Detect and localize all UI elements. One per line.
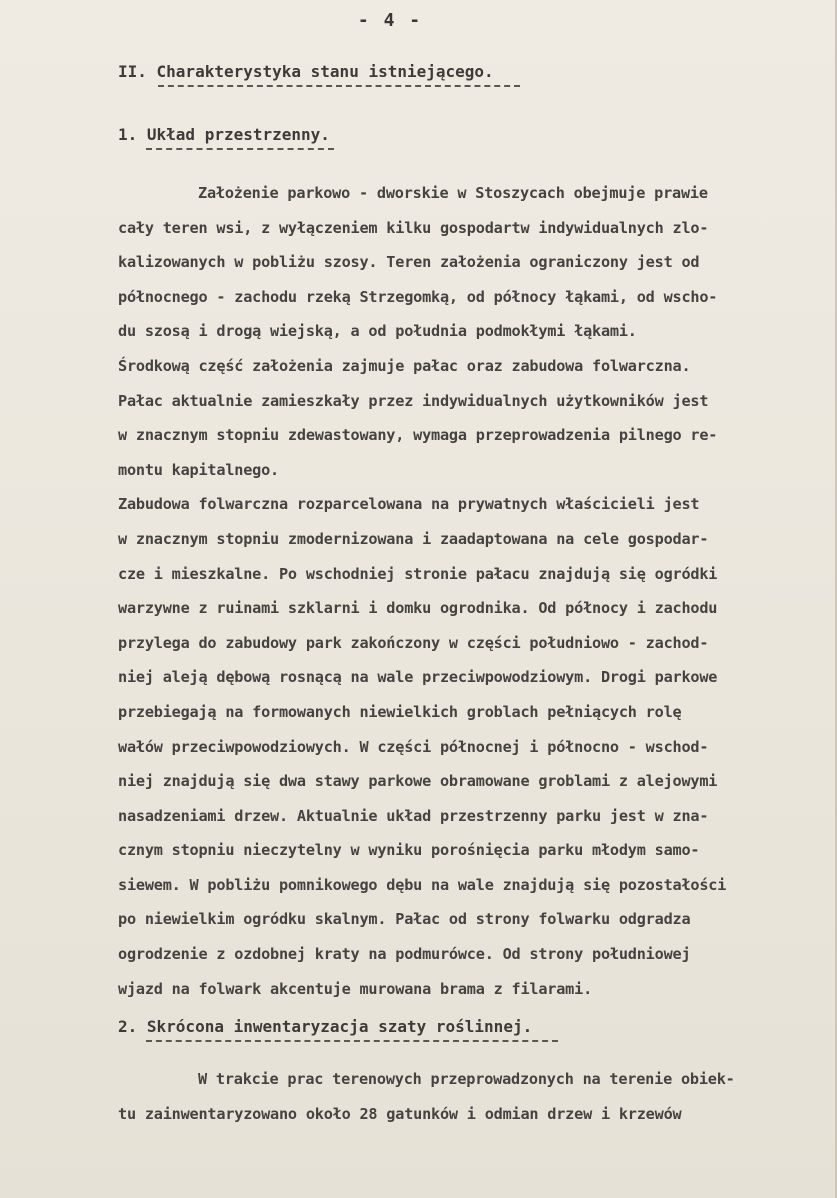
text-line: po niewielkim ogródku skalnym. Pałac od strony folwarku odgradza	[118, 910, 691, 929]
subsection-2-heading-text: 2. Skrócona inwentaryzacja szaty roślinnej.	[118, 1017, 533, 1036]
text-line: północnego - zachodu rzeką Strzegomką, od północy łąkami, od wscho-	[118, 287, 718, 306]
text-line: cały teren wsi, z wyłączeniem kilku gospodartw indywidualnych zlo-	[118, 218, 709, 237]
subsection-1-heading-text: 1. Układ przestrzenny.	[118, 125, 330, 144]
text-line: cze i mieszkalne. Po wschodniej stronie pałacu znajdują się ogródki	[118, 564, 718, 583]
text-line: przylega do zabudowy park zakończony w części południowo - zachod-	[118, 633, 709, 652]
text-line: cznym stopniu nieczytelny w wyniku porośnięcia parku młodym samo-	[118, 841, 700, 860]
text-line: warzywne z ruinami szklarni i domku ogrodnika. Od północy i zachodu	[118, 599, 718, 618]
text-line: du szosą i drogą wiejską, a od południa podmokłymi łąkami.	[118, 322, 637, 341]
subsection-1-heading	[118, 125, 334, 150]
subsection-2-heading	[118, 1017, 558, 1042]
text-line: tu zainwentaryzowano około 28 gatunków i odmian drzew i krzewów	[118, 1104, 682, 1123]
text-line: w znacznym stopniu zdewastowany, wymaga przeprowadzenia pilnego re-	[118, 426, 718, 445]
text-line: kalizowanych w pobliżu szosy. Teren założenia ograniczony jest od	[118, 253, 700, 272]
subsection-2-heading-underline	[146, 1040, 558, 1042]
section-heading	[118, 62, 520, 87]
text-line: niej znajdują się dwa stawy parkowe obramowane groblami z alejowymi	[118, 772, 718, 791]
text-line: Środkową część założenia zajmuje pałac oraz zabudowa folwarczna.	[118, 356, 691, 375]
subsection-2-body	[118, 1062, 818, 1131]
text-line: wałów przeciwpowodziowych. W części północnej i północno - wschod-	[118, 737, 709, 756]
text-line: przebiegają na formowanych niewielkich groblach pełniących rolę	[118, 702, 682, 721]
text-line: Zabudowa folwarczna rozparcelowana na prywatnych właścicieli jest	[118, 495, 700, 514]
text-line: Założenie parkowo - dworskie w Stoszycach obejmuje prawie	[198, 184, 708, 202]
text-line: Pałac aktualnie zamieszkały przez indywidualnych użytkowników jest	[118, 391, 709, 410]
text-line: siewem. W pobliżu pomnikowego dębu na wale znajdują się pozostałości	[118, 875, 727, 894]
text-line: montu kapitalnego.	[118, 460, 279, 479]
section-heading-underline	[158, 85, 520, 87]
subsection-1-body	[118, 176, 818, 1006]
text-line: w znacznym stopniu zmodernizowana i zaadaptowana na cele gospodar-	[118, 529, 709, 548]
section-heading-text: II. Charakterystyka stanu istniejącego.	[118, 62, 494, 81]
subsection-1-heading-underline	[146, 148, 334, 150]
text-line: nasadzeniami drzew. Aktualnie układ przestrzenny parku jest w zna-	[118, 806, 709, 825]
text-line: niej aleją dębową rosnącą na wale przeciwpowodziowym. Drogi parkowe	[118, 668, 718, 687]
text-line: W trakcie prac terenowych przeprowadzonych na terenie obiek-	[198, 1070, 735, 1088]
page-number: - 4 -	[357, 10, 423, 31]
text-line: wjazd na folwark akcentuje murowana brama z filarami.	[118, 979, 593, 998]
text-line: ogrodzenie z ozdobnej kraty na podmurówce. Od strony południowej	[118, 945, 691, 964]
